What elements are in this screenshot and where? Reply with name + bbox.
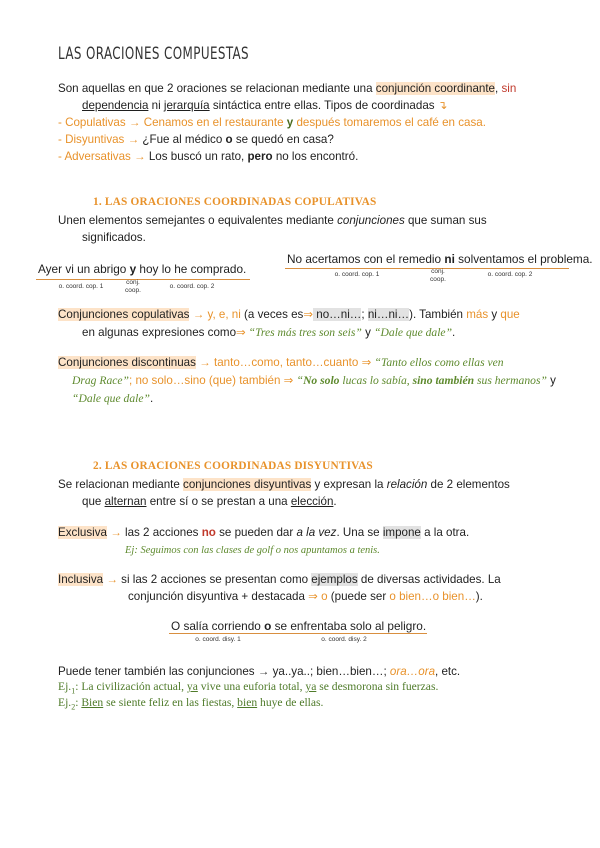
red-no: no: [201, 526, 216, 539]
highlight-impone: impone: [382, 526, 421, 539]
conj-mas: más: [466, 308, 489, 321]
type-example: después tomaremos el café en casa.: [293, 116, 486, 129]
quote-example: lucas lo sabía,: [339, 374, 413, 387]
text: se siente feliz en las fiestas,: [103, 696, 238, 709]
highlight-disyuntivas: conjunciones disyuntivas: [183, 478, 312, 491]
quote-bold: sino también: [412, 374, 475, 387]
text: ). También: [409, 308, 467, 321]
text: y: [488, 308, 501, 321]
text: en algunas expresiones como: [82, 326, 237, 339]
highlight-gray: ni…ni…: [367, 308, 410, 321]
text: a la otra.: [420, 526, 470, 539]
text: y: [361, 326, 375, 339]
ej-prefix: Ej.: [58, 680, 72, 693]
text: (puede ser: [327, 590, 390, 603]
type-conj: y: [286, 116, 294, 129]
arrow-icon: →: [106, 526, 126, 539]
arrow-icon: →: [103, 573, 122, 586]
label-cop-2: o. coord. cop. 2: [169, 283, 215, 290]
discontinuas-line-1: [58, 354, 504, 371]
highlight-gray: no…ni…: [313, 308, 362, 321]
text: se pueden dar: [215, 526, 297, 539]
highlight-copulativas: Conjunciones copulativas: [58, 308, 190, 321]
intro-text: ni: [148, 99, 164, 112]
underline-ya: ya: [305, 680, 317, 693]
arrow-icon: ↴: [437, 99, 448, 112]
example-sentence-2: [287, 252, 593, 266]
text: huye de ellas.: [257, 696, 324, 709]
underline-bien: bien: [237, 696, 258, 709]
arrow-icon: →: [189, 308, 208, 321]
section-2-heading: 2. LAS ORACIONES COORDINADAS DISYUNTIVAS: [93, 460, 373, 472]
text: (a veces es: [240, 308, 304, 321]
type-example: no los encontró.: [272, 150, 359, 163]
text: .: [333, 495, 337, 508]
quote-example: “Tanto ellos como ellas ven: [374, 356, 504, 369]
type-conj: o: [225, 133, 233, 146]
example-text: hoy lo he comprado.: [136, 262, 247, 276]
conj-o-bien: o bien…o bien…: [389, 590, 476, 603]
example-conj: y: [129, 262, 137, 276]
conj-list: tanto…como, tanto…cuanto: [213, 356, 359, 369]
arrow-icon: ⇒: [358, 356, 375, 369]
quote-bold: No solo: [303, 374, 340, 387]
section-1-paragraph-cont: significados.: [82, 231, 146, 244]
text: Puede tener también las conjunciones → ya..ya..; bien…bien…;: [58, 665, 390, 678]
ej-number: 2: [71, 702, 76, 712]
text: entre sí o se prestan a una: [146, 495, 291, 508]
highlight-exclusiva: Exclusiva: [58, 526, 107, 539]
discontinuas-line-3: [72, 390, 153, 407]
quote-example: “Tres más tres son seis”: [245, 326, 362, 339]
underline-eleccion: elección: [290, 495, 334, 508]
quote-example: “Dale que dale”: [374, 326, 453, 339]
example-sentence-3: [171, 619, 426, 633]
example-2: [58, 695, 323, 715]
example-text: se enfrentaba solo al peligro.: [271, 619, 427, 633]
inclusiva-line-2: [128, 588, 483, 605]
intro-text: Son aquellas en que 2 oraciones se relacionan mediante una: [58, 82, 376, 95]
exclusiva-line: [58, 524, 469, 541]
underline-ya: ya: [186, 680, 198, 693]
type-copulativas: [58, 114, 486, 131]
text: Se relacionan mediante: [58, 478, 184, 491]
label-cop-1: o. coord. cop. 1: [334, 271, 380, 278]
quote-example: Drag Race”: [72, 374, 129, 387]
label-conj: conj. coop.: [125, 279, 141, 294]
example-text: solventamos el problema.: [454, 252, 593, 266]
copulativas-line-1: [58, 306, 520, 323]
quote-example: sus hermanos”: [474, 374, 547, 387]
label-disy-2: o. coord. disy. 2: [321, 636, 367, 643]
conj-list: y, e, ni: [207, 308, 241, 321]
label-cop-1: o. coord. cop. 1: [58, 283, 104, 290]
text: :: [75, 696, 82, 709]
type-label: - Disyuntivas →: [58, 133, 143, 146]
example-text: Ayer vi un abrigo: [38, 262, 130, 276]
arrow-icon: ⇒: [236, 326, 246, 339]
label-cop-2: o. coord. cop. 2: [487, 271, 533, 278]
discontinuas-line-2: [72, 372, 556, 389]
example-sentence-1: [38, 262, 246, 276]
underline-alternan: alternan: [104, 495, 147, 508]
example-underline-3: [169, 633, 427, 634]
inclusiva-line-1: [58, 571, 501, 588]
type-conj: pero: [247, 150, 273, 163]
intro-text: sintáctica entre ellas. Tipos de coordinadas: [209, 99, 438, 112]
text: y: [546, 374, 556, 387]
underline-dependencia: dependencia: [82, 99, 149, 112]
text: .: [452, 326, 456, 339]
conj-que: que: [500, 308, 520, 321]
highlight-discontinuas: Conjunciones discontinuas: [58, 356, 196, 369]
example-text: O salía corriendo: [171, 619, 265, 633]
conj-list: ; no solo…sino (que) también: [129, 374, 284, 387]
quote-example: “: [296, 374, 304, 387]
italic-conjunciones: conjunciones: [337, 214, 405, 227]
section-1-heading: 1. LAS ORACIONES COORDINADAS COPULATIVAS: [93, 196, 377, 208]
highlight-ejemplos: ejemplos: [311, 573, 358, 586]
section-1-paragraph: [58, 212, 544, 229]
quote-example: “Dale que dale”: [72, 392, 150, 405]
example-text: No acertamos con el remedio: [287, 252, 445, 266]
conj-o: o: [317, 590, 328, 603]
text: . Una se: [336, 526, 383, 539]
example-conj: ni: [444, 252, 455, 266]
text: las 2 acciones: [125, 526, 202, 539]
text: se desmorona sin fuerzas.: [316, 680, 439, 693]
type-example: ¿Fue al médico: [142, 133, 226, 146]
type-adversativas: [58, 148, 358, 165]
intro-text: ,: [495, 82, 502, 95]
intro-paragraph-cont: [82, 97, 448, 114]
underline-bien: Bien: [81, 696, 104, 709]
ej-number: 1: [71, 686, 76, 696]
more-conjunctions: [58, 663, 460, 680]
type-label: - Adversativas →: [58, 150, 149, 163]
text: de 2 elementos: [427, 478, 510, 491]
label-conj: conj. coop.: [430, 268, 446, 283]
text: , etc.: [435, 665, 461, 678]
underline-jerarquia: jerarquía: [163, 99, 210, 112]
italic-relacion: relación: [386, 478, 428, 491]
paragraph-text: Unen elementos semejantes o equivalentes mediante: [58, 214, 338, 227]
paragraph-text: que suman sus: [404, 214, 487, 227]
intro-paragraph: [58, 80, 548, 97]
section-2-paragraph-cont: [82, 493, 337, 510]
section-2-paragraph: [58, 476, 510, 493]
text: si las 2 acciones se presentan como: [121, 573, 312, 586]
red-text: sin: [501, 82, 517, 95]
label-disy-1: o. coord. disy. 1: [195, 636, 241, 643]
arrow-icon: ⇒: [308, 590, 318, 603]
copulativas-line-2: [82, 324, 455, 341]
type-disyuntivas: [58, 131, 334, 148]
italic-a-la-vez: a la vez: [296, 526, 337, 539]
type-label: - Copulativas → Cenamos en el restaurante: [58, 116, 287, 129]
example-conj: o: [264, 619, 272, 633]
conj-ora: ora…ora: [389, 665, 436, 678]
text: .: [149, 392, 154, 405]
highlight-conjuncion-coordinante: conjunción coordinante: [375, 82, 496, 95]
text: conjunción disyuntiva + destacada: [128, 590, 309, 603]
text: vive una euforia total,: [197, 680, 306, 693]
exclusiva-example: Ej: Seguimos con las clases de golf o nos apuntamos a tenis.: [125, 545, 380, 556]
arrow-icon: ⇒: [303, 308, 314, 321]
page-title: LAS ORACIONES COMPUESTAS: [58, 44, 250, 64]
text: y expresan la: [311, 478, 387, 491]
arrow-icon: →: [195, 356, 214, 369]
highlight-inclusiva: Inclusiva: [58, 573, 104, 586]
type-example: se quedó en casa?: [232, 133, 334, 146]
type-example: Los buscó un rato,: [148, 150, 248, 163]
text: de diversas actividades. La: [357, 573, 501, 586]
text: : La civilización actual,: [75, 680, 187, 693]
text: que: [82, 495, 105, 508]
text: ).: [475, 590, 483, 603]
arrow-icon: ⇒: [283, 374, 297, 387]
ej-prefix: Ej.: [58, 696, 72, 709]
text: ;: [361, 308, 368, 321]
